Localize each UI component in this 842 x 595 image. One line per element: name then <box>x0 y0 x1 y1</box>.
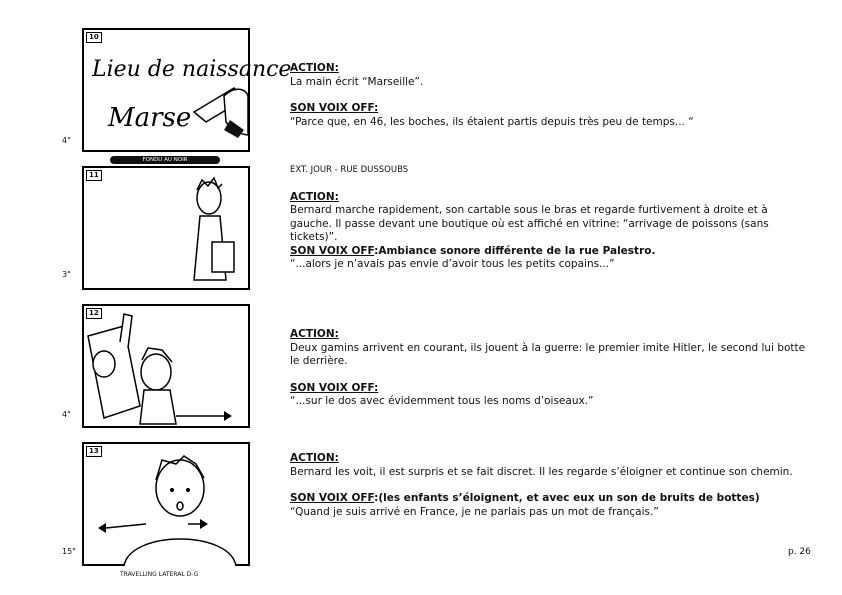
voix-off-text: “Quand je suis arrivé en France, je ne parlais pas un mot de français.” <box>290 505 659 518</box>
panel-number: 11 <box>86 170 102 181</box>
action-text: La main écrit “Marseille”. <box>290 75 424 88</box>
storyboard-panel-12 <box>82 304 250 428</box>
panel-duration: 4" <box>62 136 71 145</box>
panel-number: 10 <box>86 32 102 43</box>
shot-description-12 <box>290 328 810 409</box>
body-shape <box>140 390 176 424</box>
shot-description-10 <box>290 62 810 129</box>
voix-off-text: “Parce que, en 46, les boches, ils étaient partis depuis très peu de temps... “ <box>290 115 694 128</box>
panel-11-drawing <box>84 168 248 288</box>
motion-line <box>106 524 146 528</box>
fondu-caption: FONDU AU NOIR <box>110 156 220 164</box>
voix-off-text: “...sur le dos avec évidemment tous les noms d’oiseaux.” <box>290 395 594 407</box>
shoulders-shape <box>124 539 236 566</box>
boy-2-head-icon <box>141 354 171 390</box>
voix-off-label: SON VOIX OFF: <box>290 102 379 114</box>
eye-shape <box>186 488 190 492</box>
arrow-left-icon <box>98 523 106 533</box>
panel-duration: 15" <box>62 547 76 556</box>
travelling-caption: TRAVELLING LATERAL D-G <box>120 571 199 578</box>
panel-duration: 3" <box>62 270 71 279</box>
panel-13-drawing <box>84 444 248 564</box>
storyboard-panel-10 <box>82 28 292 152</box>
arrow-right-icon <box>224 411 232 421</box>
voix-off-label: SON VOIX OFF <box>290 244 375 257</box>
voix-off-note: :(les enfants s’éloignent, et avec eux un son de bruits de bottes) <box>374 492 760 504</box>
action-label: ACTION: <box>290 190 339 203</box>
storyboard-panel-13 <box>82 442 250 566</box>
scene-heading: EXT. JOUR - RUE DUSSOUBS <box>290 165 409 175</box>
panel-number: 12 <box>86 308 102 319</box>
panel-12-drawing <box>84 306 248 426</box>
voix-off-label: SON VOIX OFF <box>290 492 375 504</box>
handwriting-line-1: Lieu de naissance <box>92 57 292 82</box>
panel-10-drawing <box>84 30 292 150</box>
storyboard-panel-11 <box>82 166 250 290</box>
action-text: Bernard les voit, il est surpris et se fait discret. Il les regarde s’éloigner et continue son chemin. <box>290 465 793 478</box>
arrow-right-icon <box>200 519 208 529</box>
action-text: Bernard marche rapidement, son cartable sous le bras et regarde furtivement à droite et à gauche. Il passe devant une boutique où est affiché en vitrine: “arrivage de poissons (sans tickets)”. <box>290 204 769 243</box>
page-number: p. 26 <box>788 547 811 557</box>
action-label: ACTION: <box>290 62 339 74</box>
action-label: ACTION: <box>290 328 339 340</box>
action-text: Deux gamins arrivent en courant, ils jouent à la guerre: le premier imite Hitler, le second lui botte le derrière. <box>290 341 806 367</box>
panel-duration: 4" <box>62 410 71 419</box>
shot-description-13 <box>290 452 810 519</box>
action-label: ACTION: <box>290 452 339 464</box>
handwriting-line-2: Marse <box>108 103 192 133</box>
boy-1-head-icon <box>93 351 115 377</box>
raised-arm-shape <box>120 314 132 348</box>
head-icon <box>156 460 204 516</box>
shot-description-11 <box>290 164 810 272</box>
schoolbag-icon <box>212 242 234 272</box>
panel-number: 13 <box>86 446 102 457</box>
voix-off-note: :Ambiance sonore différente de la rue Palestro. <box>374 244 656 257</box>
eye-shape <box>170 488 174 492</box>
voix-off-label: SON VOIX OFF: <box>290 381 379 394</box>
voix-off-text: “...alors je n’avais pas envie d’avoir tous les petits copains...” <box>290 258 615 270</box>
